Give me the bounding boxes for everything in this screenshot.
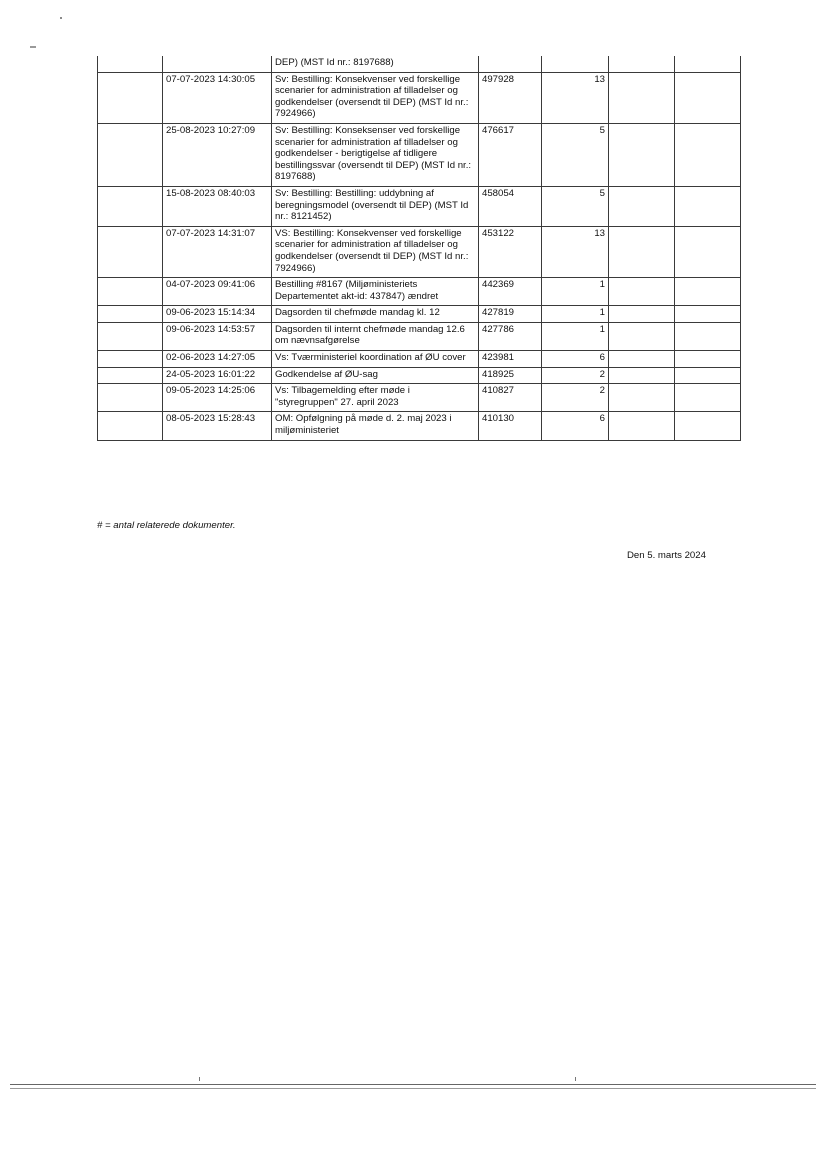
count-cell: 6 bbox=[542, 412, 609, 440]
date-cell: 25-08-2023 10:27:09 bbox=[163, 123, 272, 186]
title-cell: DEP) (MST Id nr.: 8197688) bbox=[272, 56, 479, 72]
date-cell: 09-05-2023 14:25:06 bbox=[163, 384, 272, 412]
date-cell: 08-05-2023 15:28:43 bbox=[163, 412, 272, 440]
count-cell: 13 bbox=[542, 72, 609, 123]
id-cell: 423981 bbox=[479, 351, 542, 368]
footer-tick bbox=[199, 1077, 200, 1081]
title-cell: OM: Opfølgning på møde d. 2. maj 2023 i miljøministeriet bbox=[272, 412, 479, 440]
table-row bbox=[98, 412, 741, 440]
table-row bbox=[98, 226, 741, 277]
date-cell: 09-06-2023 15:14:34 bbox=[163, 306, 272, 323]
table-row bbox=[98, 56, 741, 72]
scan-artifact-dot bbox=[60, 17, 62, 19]
title-cell: Sv: Bestilling: Konsekvenser ved forskellige scenarier for administration af tilladelser og godkendelser (oversendt til DEP) (MST Id nr.: 7924966) bbox=[272, 72, 479, 123]
title-cell: Vs: Tilbagemelding efter møde i "styregruppen" 27. april 2023 bbox=[272, 384, 479, 412]
count-cell: 1 bbox=[542, 322, 609, 350]
footer-tick bbox=[575, 1077, 576, 1081]
id-cell: 476617 bbox=[479, 123, 542, 186]
count-cell: 2 bbox=[542, 367, 609, 384]
id-cell: 427819 bbox=[479, 306, 542, 323]
count-cell: 1 bbox=[542, 306, 609, 323]
id-cell: 442369 bbox=[479, 278, 542, 306]
table-row bbox=[98, 123, 741, 186]
title-cell: Sv: Bestilling: Bestilling: uddybning af beregningsmodel (oversendt til DEP) (MST Id nr.: 8121452) bbox=[272, 186, 479, 226]
table-row bbox=[98, 351, 741, 368]
footnote: # = antal relaterede dokumenter. bbox=[97, 520, 236, 531]
date-cell: 04-07-2023 09:41:06 bbox=[163, 278, 272, 306]
table-row bbox=[98, 322, 741, 350]
count-cell: 5 bbox=[542, 186, 609, 226]
table-row bbox=[98, 278, 741, 306]
id-cell: 458054 bbox=[479, 186, 542, 226]
id-cell: 497928 bbox=[479, 72, 542, 123]
title-cell: VS: Bestilling: Konsekvenser ved forskellige scenarier for administration af tilladelser og godkendelser (oversendt til DEP) (MST Id nr.: 7924966) bbox=[272, 226, 479, 277]
date-cell: 07-07-2023 14:31:07 bbox=[163, 226, 272, 277]
date-cell: 15-08-2023 08:40:03 bbox=[163, 186, 272, 226]
id-cell: 418925 bbox=[479, 367, 542, 384]
signed-date: Den 5. marts 2024 bbox=[627, 550, 706, 561]
table-row bbox=[98, 306, 741, 323]
count-cell: 2 bbox=[542, 384, 609, 412]
title-cell: Sv: Bestilling: Konseksenser ved forskellige scenarier for administration af tilladelser og godkendelser - berigtigelse af tidligere bestillingssvar (oversendt til DEP) (MST Id nr.: 8197688) bbox=[272, 123, 479, 186]
date-cell: 07-07-2023 14:30:05 bbox=[163, 72, 272, 123]
count-cell: 1 bbox=[542, 278, 609, 306]
id-cell bbox=[479, 56, 542, 72]
count-cell: 6 bbox=[542, 351, 609, 368]
title-cell: Dagsorden til chefmøde mandag kl. 12 bbox=[272, 306, 479, 323]
id-cell: 427786 bbox=[479, 322, 542, 350]
table-row bbox=[98, 384, 741, 412]
count-cell: 13 bbox=[542, 226, 609, 277]
footer-rule bbox=[10, 1084, 816, 1085]
title-cell: Dagsorden til internt chefmøde mandag 12.6 om nævnsafgørelse bbox=[272, 322, 479, 350]
footer-rule bbox=[10, 1088, 816, 1089]
table-row bbox=[98, 186, 741, 226]
date-cell: 02-06-2023 14:27:05 bbox=[163, 351, 272, 368]
id-cell: 410827 bbox=[479, 384, 542, 412]
document-journal-table bbox=[97, 56, 741, 441]
id-cell: 453122 bbox=[479, 226, 542, 277]
title-cell: Vs: Tværministeriel koordination af ØU cover bbox=[272, 351, 479, 368]
table-row bbox=[98, 72, 741, 123]
title-cell: Godkendelse af ØU-sag bbox=[272, 367, 479, 384]
scan-artifact-mark bbox=[30, 46, 36, 48]
table-row bbox=[98, 367, 741, 384]
count-cell: 5 bbox=[542, 123, 609, 186]
id-cell: 410130 bbox=[479, 412, 542, 440]
count-cell bbox=[542, 56, 609, 72]
date-cell: 24-05-2023 16:01:22 bbox=[163, 367, 272, 384]
title-cell: Bestilling #8167 (Miljøministeriets Departementet akt-id: 437847) ændret bbox=[272, 278, 479, 306]
date-cell bbox=[163, 56, 272, 72]
date-cell: 09-06-2023 14:53:57 bbox=[163, 322, 272, 350]
